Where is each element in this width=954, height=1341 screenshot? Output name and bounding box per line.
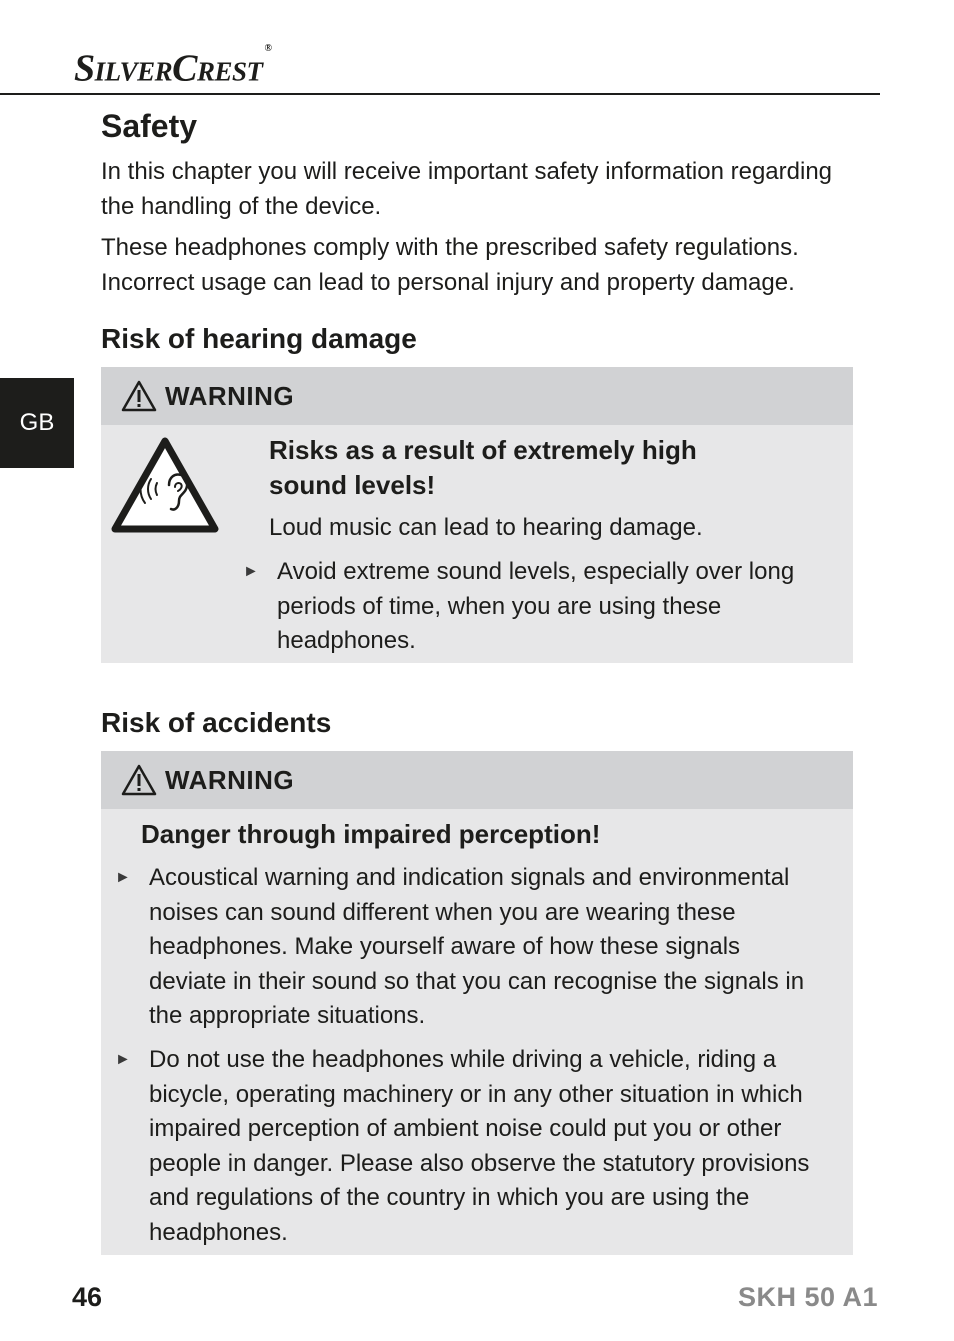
- language-label: GB: [19, 409, 55, 436]
- accidents-warning-box: [101, 751, 853, 1255]
- bullet-arrow-icon: ►: [115, 1051, 131, 1068]
- safety-intro-2: These headphones comply with the prescribed safety regulations. Incorrect usage can lead to personal injury and property damage.: [101, 234, 799, 296]
- hearing-warning-header: [101, 367, 853, 425]
- safety-intro-1: In this chapter you will receive important safety information regarding the handling of the device.: [101, 158, 833, 220]
- hearing-damage-ear-icon: [111, 437, 219, 533]
- language-tab: [0, 378, 74, 468]
- section-title-accidents: Risk of accidents: [101, 707, 332, 738]
- accidents-bullet-1-text: Acoustical warning and indication signals and environmental noises can sound different when you are wearing these headphones. Make yourself aware of how these signals deviate in their sound so that you can recognise the signals in the appropriate situations.: [149, 864, 805, 1029]
- hearing-warning-heading-line2: sound levels!: [269, 470, 436, 500]
- list-item: [115, 1043, 815, 1250]
- warning-triangle-icon: [121, 380, 157, 412]
- hearing-warning-heading-line1: Risks as a result of extremely high: [269, 435, 697, 465]
- header-divider: [0, 93, 880, 95]
- accidents-warning-label: WARNING: [165, 764, 295, 795]
- accidents-warning-heading: Danger through impaired perception!: [141, 819, 601, 849]
- hearing-warning-text: Loud music can lead to hearing damage.: [269, 514, 703, 541]
- model-number: SKH 50 A1: [737, 1282, 878, 1312]
- section-title-hearing: Risk of hearing damage: [101, 323, 417, 354]
- brand-name: SilverCrest: [74, 47, 263, 90]
- list-item: [115, 861, 815, 1034]
- registered-mark: ®: [264, 43, 272, 54]
- hearing-warning-box: [101, 367, 853, 663]
- list-item: [243, 555, 803, 659]
- bullet-arrow-icon: ►: [243, 563, 259, 580]
- section-title-safety: Safety: [101, 108, 198, 144]
- page-number: 46: [72, 1282, 103, 1312]
- brand-logo: [74, 42, 272, 92]
- accidents-bullet-2-text: Do not use the headphones while driving a vehicle, riding a bicycle, operating machinery or in any other situation in which impaired perception of ambient noise could put you or other people in danger. Please also observe the statutory provisions and regulations of the country in which you are using the headphones.: [149, 1046, 810, 1246]
- bullet-arrow-icon: ►: [115, 869, 131, 886]
- hearing-warning-label: WARNING: [165, 380, 295, 411]
- warning-triangle-icon: [121, 764, 157, 796]
- accidents-warning-header: [101, 751, 853, 809]
- hearing-bullet-text: Avoid extreme sound levels, especially over long periods of time, when you are using these headphones.: [277, 558, 795, 654]
